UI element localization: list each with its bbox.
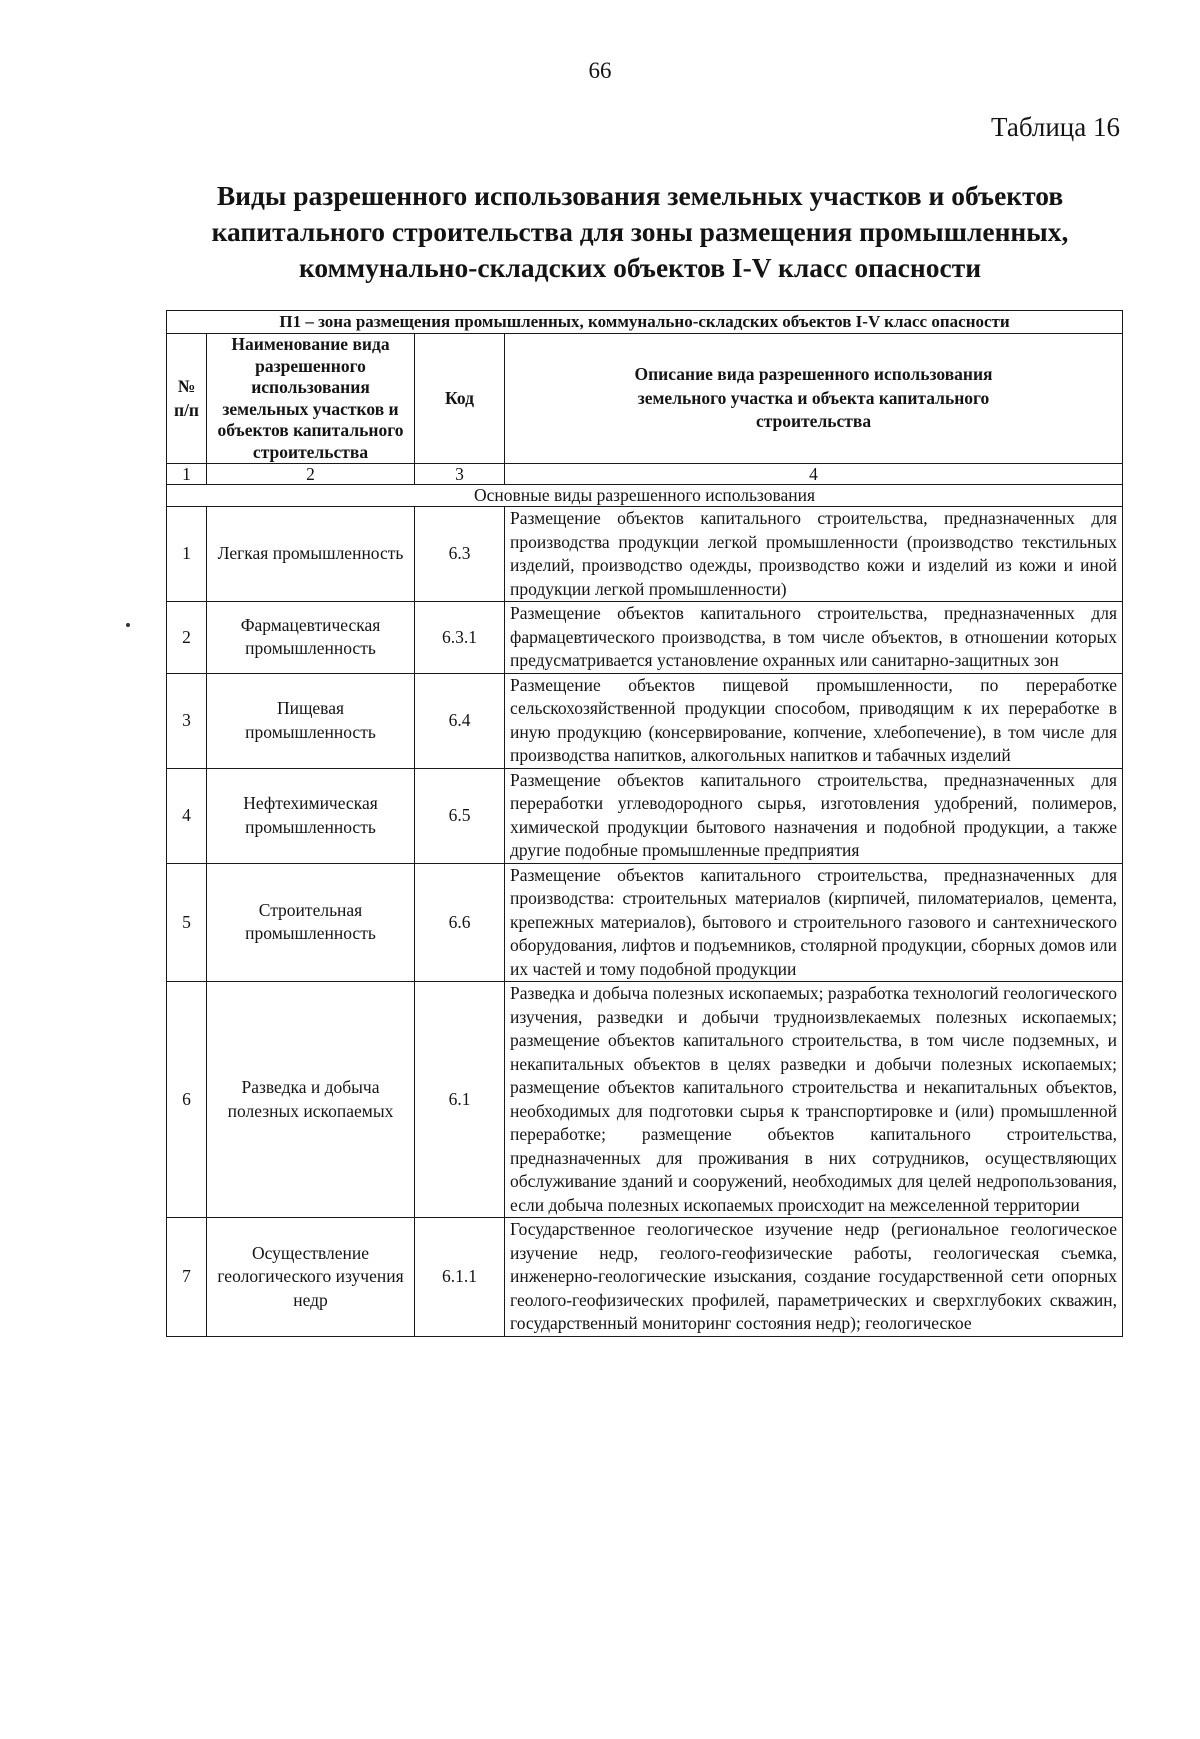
page-number: 66 xyxy=(588,58,612,83)
row-code: 6.6 xyxy=(415,863,505,982)
title-line: коммунально-складских объектов I-V класс опасности xyxy=(298,252,982,283)
scan-speck xyxy=(126,623,130,627)
section-title: Основные виды разрешенного использования xyxy=(167,485,1123,507)
row-description: Размещение объектов капитального строительства, предназначенных для переработки углеводородного сырья, изготовления удобрений, полимеров, химической продукции бытового назначения и подобной продукции, а также другие подобные промышленные предприятия xyxy=(505,768,1123,863)
column-header-row xyxy=(167,334,1123,464)
row-code: 6.3.1 xyxy=(415,602,505,674)
row-code: 6.4 xyxy=(415,673,505,768)
row-description: Размещение объектов капитального строительства, предназначенных для производства продукции легкой промышленности (производство текстильных изделий, производство одежды, производство кожи и изделий из кожи и иной продукции легкой промышленности) xyxy=(505,507,1123,602)
row-code: 6.1 xyxy=(415,982,505,1218)
column-number: 4 xyxy=(505,464,1123,485)
zone-header-row xyxy=(167,311,1123,334)
zone-header-cell: П1 – зона размещения промышленных, коммунально-складских объектов I-V класс опасности xyxy=(167,311,1123,334)
title-line: капитального строительства для зоны размещения промышленных, xyxy=(211,216,1069,247)
row-name: Легкая промышленность xyxy=(207,507,415,602)
row-code: 6.1.1 xyxy=(415,1218,505,1337)
table-row xyxy=(167,673,1123,768)
row-num: 2 xyxy=(167,602,207,674)
document-title xyxy=(160,178,1120,286)
table-label: Таблица 16 xyxy=(991,112,1120,142)
column-number: 2 xyxy=(207,464,415,485)
row-name: Разведка и добыча полезных ископаемых xyxy=(207,982,415,1218)
column-number-row xyxy=(167,464,1123,485)
table-row xyxy=(167,982,1123,1218)
row-num: 1 xyxy=(167,507,207,602)
header-num: № п/п xyxy=(167,334,207,464)
table-row xyxy=(167,863,1123,982)
title-line: Виды разрешенного использования земельных участков и объектов xyxy=(216,180,1064,211)
row-name: Нефтехимическая промышленность xyxy=(207,768,415,863)
row-num: 7 xyxy=(167,1218,207,1337)
table-row xyxy=(167,1218,1123,1337)
row-num: 4 xyxy=(167,768,207,863)
table-row xyxy=(167,602,1123,674)
row-code: 6.5 xyxy=(415,768,505,863)
section-row xyxy=(167,485,1123,507)
row-description: Разведка и добыча полезных ископаемых; разработка технологий геологического изучения, разведки и добычи трудноизвлекаемых полезных ископаемых; размещение объектов капитального строительства, в том числе подземных, и некапитальных объектов в целях разведки и добычи полезных ископаемых; размещение объектов капитального строительства и некапитальных объектов, необходимых для подготовки сырья к транспортировке и (или) промышленной переработке; размещение объектов капитального строительства, предназначенных для проживания в них сотрудников, осуществляющих обслуживание зданий и сооружений, необходимых для целей недропользования, если добыча полезных ископаемых происходит на межселенной территории xyxy=(505,982,1123,1218)
row-name: Пищевая промышленность xyxy=(207,673,415,768)
table-row xyxy=(167,507,1123,602)
land-use-table xyxy=(166,310,1123,1337)
row-num: 5 xyxy=(167,863,207,982)
row-name: Строительная промышленность xyxy=(207,863,415,982)
row-description: Размещение объектов капитального строительства, предназначенных для производства: строительных материалов (кирпичей, пиломатериалов, цемента, крепежных материалов), бытового и строительного газового и сантехнического оборудования, лифтов и подъемников, столярной продукции, сборных домов или их частей и тому подобной продукции xyxy=(505,863,1123,982)
header-name: Наименование вида разрешенного использования земельных участков и объектов капитального строительства xyxy=(207,334,415,464)
row-code: 6.3 xyxy=(415,507,505,602)
column-number: 1 xyxy=(167,464,207,485)
row-num: 3 xyxy=(167,673,207,768)
row-name: Осуществление геологического изучения недр xyxy=(207,1218,415,1337)
header-description: Описание вида разрешенного использования земельного участка и объекта капитального строительства xyxy=(505,334,1123,464)
column-number: 3 xyxy=(415,464,505,485)
row-name: Фармацевтическая промышленность xyxy=(207,602,415,674)
table-row xyxy=(167,768,1123,863)
header-code: Код xyxy=(415,334,505,464)
row-description: Размещение объектов капитального строительства, предназначенных для фармацевтического производства, в том числе объектов, в отношении которых предусматривается установление охранных или санитарно-защитных зон xyxy=(505,602,1123,674)
row-description: Государственное геологическое изучение недр (региональное геологическое изучение недр, геолого-геофизические работы, геологическая съемка, инженерно-геологические изыскания, создание государственной сети опорных геолого-геофизических профилей, параметрических и сверхглубоких скважин, государственный мониторинг состояния недр); геологическое xyxy=(505,1218,1123,1337)
row-num: 6 xyxy=(167,982,207,1218)
row-description: Размещение объектов пищевой промышленности, по переработке сельскохозяйственной продукции способом, приводящим к их переработке в иную продукцию (консервирование, копчение, хлебопечение), в том числе для производства напитков, алкогольных напитков и табачных изделий xyxy=(505,673,1123,768)
